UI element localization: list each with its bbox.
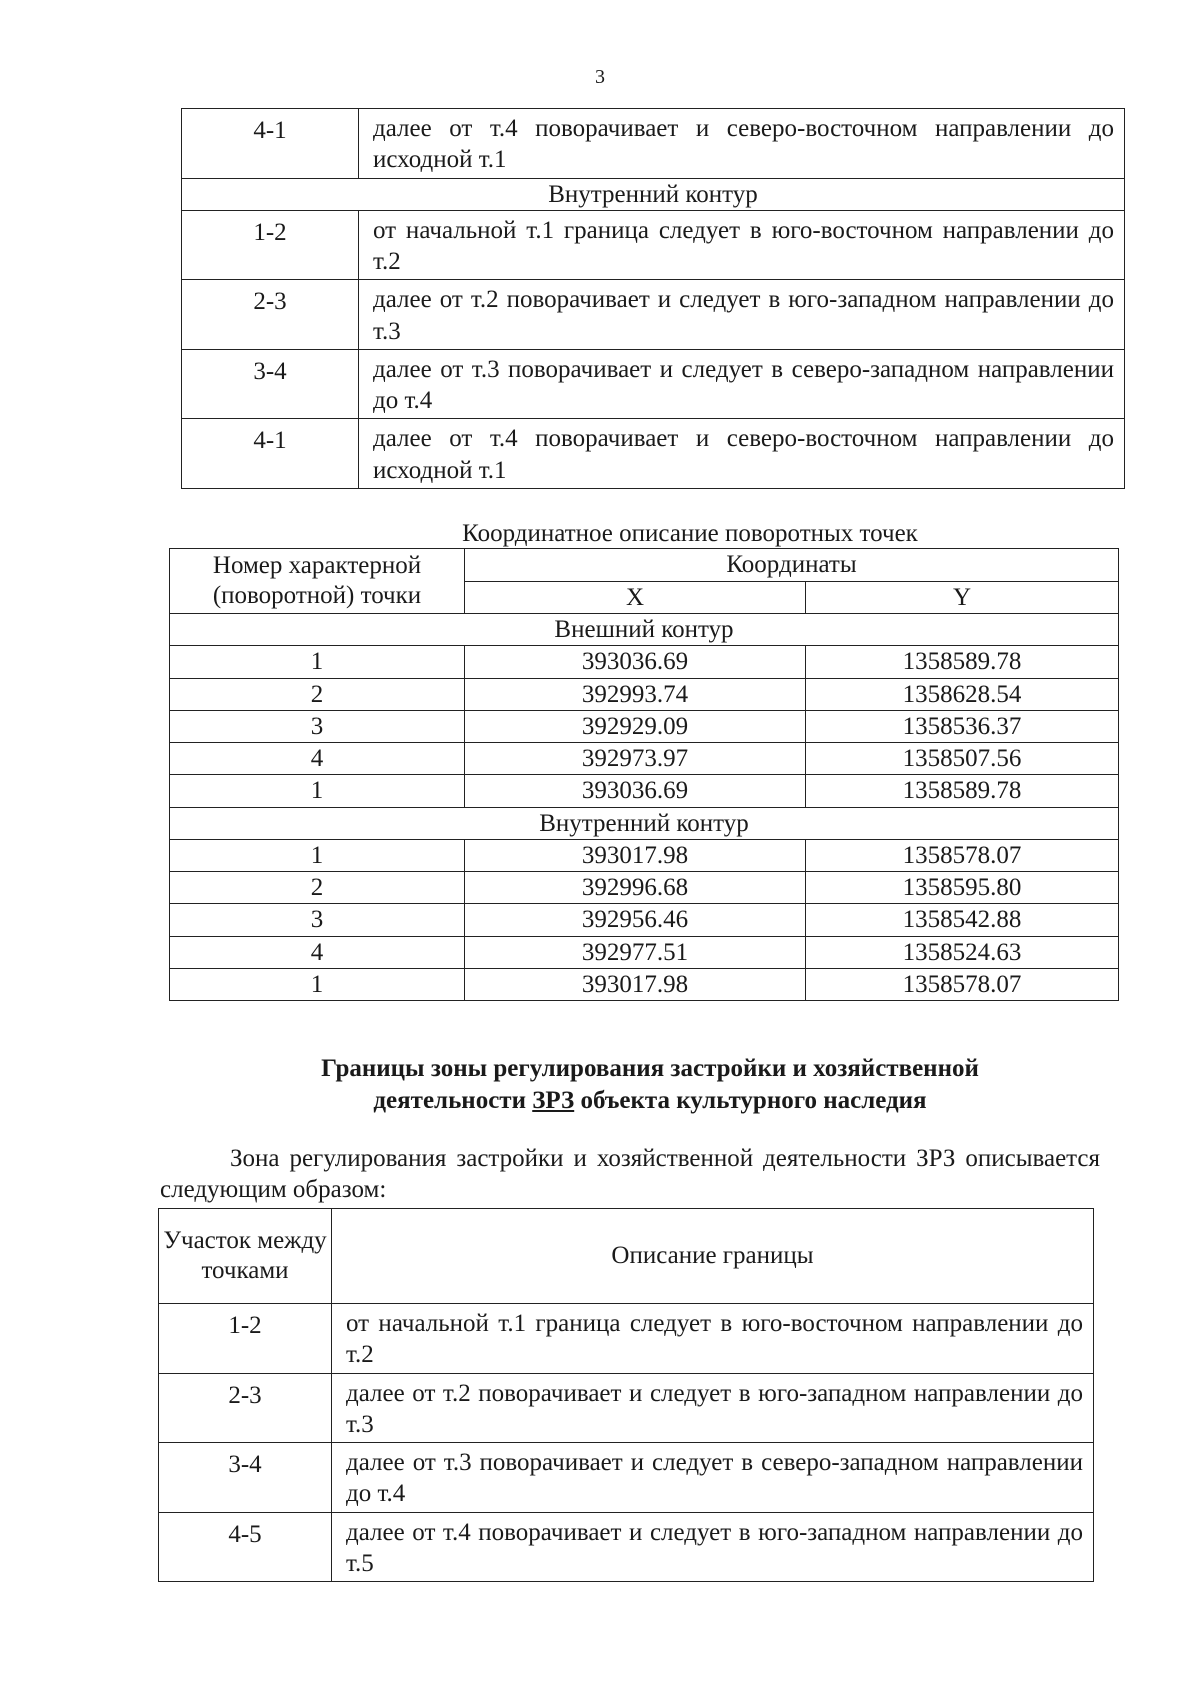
table-row xyxy=(170,646,1119,678)
header-row xyxy=(170,549,1119,582)
section-row xyxy=(170,614,1119,646)
description-cell: далее от т.2 поворачивает и следует в юго-западном направлении до т.3 xyxy=(332,1373,1094,1443)
x-cell: 392993.74 xyxy=(465,678,806,710)
table-row xyxy=(159,1373,1094,1443)
x-cell: 392956.46 xyxy=(465,904,806,936)
x-cell: 393017.98 xyxy=(465,839,806,871)
x-cell: 393036.69 xyxy=(465,646,806,678)
point-cell: 1 xyxy=(170,968,465,1000)
header-segment: Участок между точками xyxy=(159,1209,332,1304)
segment-cell: 1-2 xyxy=(182,210,359,280)
y-cell: 1358578.07 xyxy=(806,839,1119,871)
x-cell: 392973.97 xyxy=(465,743,806,775)
description-cell: от начальной т.1 граница следует в юго-восточном направлении до т.2 xyxy=(332,1304,1094,1374)
point-cell: 1 xyxy=(170,646,465,678)
x-cell: 392977.51 xyxy=(465,936,806,968)
table-row xyxy=(170,872,1119,904)
header-y: Y xyxy=(806,581,1119,614)
header-x: X xyxy=(465,581,806,614)
description-cell: далее от т.4 поворачивает и северо-восточном направлении до исходной т.1 xyxy=(359,109,1125,179)
x-cell: 392929.09 xyxy=(465,710,806,742)
segment-cell: 1-2 xyxy=(159,1304,332,1374)
table-row xyxy=(170,678,1119,710)
segment-cell: 3-4 xyxy=(182,349,359,419)
y-cell: 1358589.78 xyxy=(806,775,1119,807)
table-row xyxy=(170,936,1119,968)
point-cell: 1 xyxy=(170,839,465,871)
header-row xyxy=(159,1209,1094,1304)
y-cell: 1358536.37 xyxy=(806,710,1119,742)
y-cell: 1358507.56 xyxy=(806,743,1119,775)
coordinates-table xyxy=(169,548,1119,1001)
y-cell: 1358628.54 xyxy=(806,678,1119,710)
page-number: 3 xyxy=(595,66,605,88)
description-cell: далее от т.4 поворачивает и следует в юго-западном направлении до т.5 xyxy=(332,1512,1094,1582)
point-cell: 3 xyxy=(170,710,465,742)
table-row xyxy=(159,1443,1094,1513)
table-row xyxy=(170,839,1119,871)
intro-paragraph: Зона регулирования застройки и хозяйственной деятельности ЗРЗ описывается следующим образом: xyxy=(160,1145,1100,1204)
table-row xyxy=(182,280,1125,350)
description-cell: далее от т.2 поворачивает и следует в юго-западном направлении до т.3 xyxy=(359,280,1125,350)
x-cell: 393036.69 xyxy=(465,775,806,807)
section-label-inner: Внутренний контур xyxy=(170,807,1119,839)
segment-cell: 4-1 xyxy=(182,109,359,179)
y-cell: 1358542.88 xyxy=(806,904,1119,936)
section-label-inner: Внутренний контур xyxy=(182,178,1125,210)
segment-cell: 3-4 xyxy=(159,1443,332,1513)
segment-cell: 2-3 xyxy=(182,280,359,350)
heading-line-2 xyxy=(180,1085,1120,1117)
table-row xyxy=(159,1512,1094,1582)
y-cell: 1358524.63 xyxy=(806,936,1119,968)
header-point-number: Номер характерной (поворотной) точки xyxy=(170,549,465,614)
point-cell: 2 xyxy=(170,872,465,904)
heading-text: деятельности xyxy=(373,1087,533,1114)
table-row xyxy=(182,109,1125,179)
x-cell: 393017.98 xyxy=(465,968,806,1000)
section-row xyxy=(182,178,1125,210)
header-coordinates: Координаты xyxy=(465,549,1119,582)
point-cell: 1 xyxy=(170,775,465,807)
table-row xyxy=(170,775,1119,807)
zrz-abbreviation: ЗРЗ xyxy=(532,1087,575,1114)
y-cell: 1358578.07 xyxy=(806,968,1119,1000)
table-row xyxy=(182,419,1125,489)
point-cell: 4 xyxy=(170,743,465,775)
segment-cell: 4-5 xyxy=(159,1512,332,1582)
section-label-outer: Внешний контур xyxy=(170,614,1119,646)
coords-table-caption: Координатное описание поворотных точек xyxy=(462,520,918,547)
description-cell: далее от т.3 поворачивает и следует в северо-западном направлении до т.4 xyxy=(332,1443,1094,1513)
section-row xyxy=(170,807,1119,839)
table-row xyxy=(159,1304,1094,1374)
description-cell: далее от т.4 поворачивает и северо-восточном направлении до исходной т.1 xyxy=(359,419,1125,489)
table-row xyxy=(170,743,1119,775)
description-cell: от начальной т.1 граница следует в юго-восточном направлении до т.2 xyxy=(359,210,1125,280)
table-row xyxy=(182,349,1125,419)
section-heading xyxy=(180,1053,1120,1117)
table-row xyxy=(182,210,1125,280)
header-description: Описание границы xyxy=(332,1209,1094,1304)
x-cell: 392996.68 xyxy=(465,872,806,904)
table-row xyxy=(170,968,1119,1000)
table-row xyxy=(170,710,1119,742)
description-cell: далее от т.3 поворачивает и следует в северо-западном направлении до т.4 xyxy=(359,349,1125,419)
point-cell: 3 xyxy=(170,904,465,936)
zrz-boundary-table xyxy=(158,1208,1094,1582)
segment-cell: 4-1 xyxy=(182,419,359,489)
table-row xyxy=(170,904,1119,936)
point-cell: 2 xyxy=(170,678,465,710)
heading-text: объекта культурного наследия xyxy=(574,1087,927,1114)
y-cell: 1358589.78 xyxy=(806,646,1119,678)
heading-line-1: Границы зоны регулирования застройки и хозяйственной xyxy=(321,1055,979,1082)
point-cell: 4 xyxy=(170,936,465,968)
segment-cell: 2-3 xyxy=(159,1373,332,1443)
y-cell: 1358595.80 xyxy=(806,872,1119,904)
boundary-segments-table-continued xyxy=(181,108,1125,489)
